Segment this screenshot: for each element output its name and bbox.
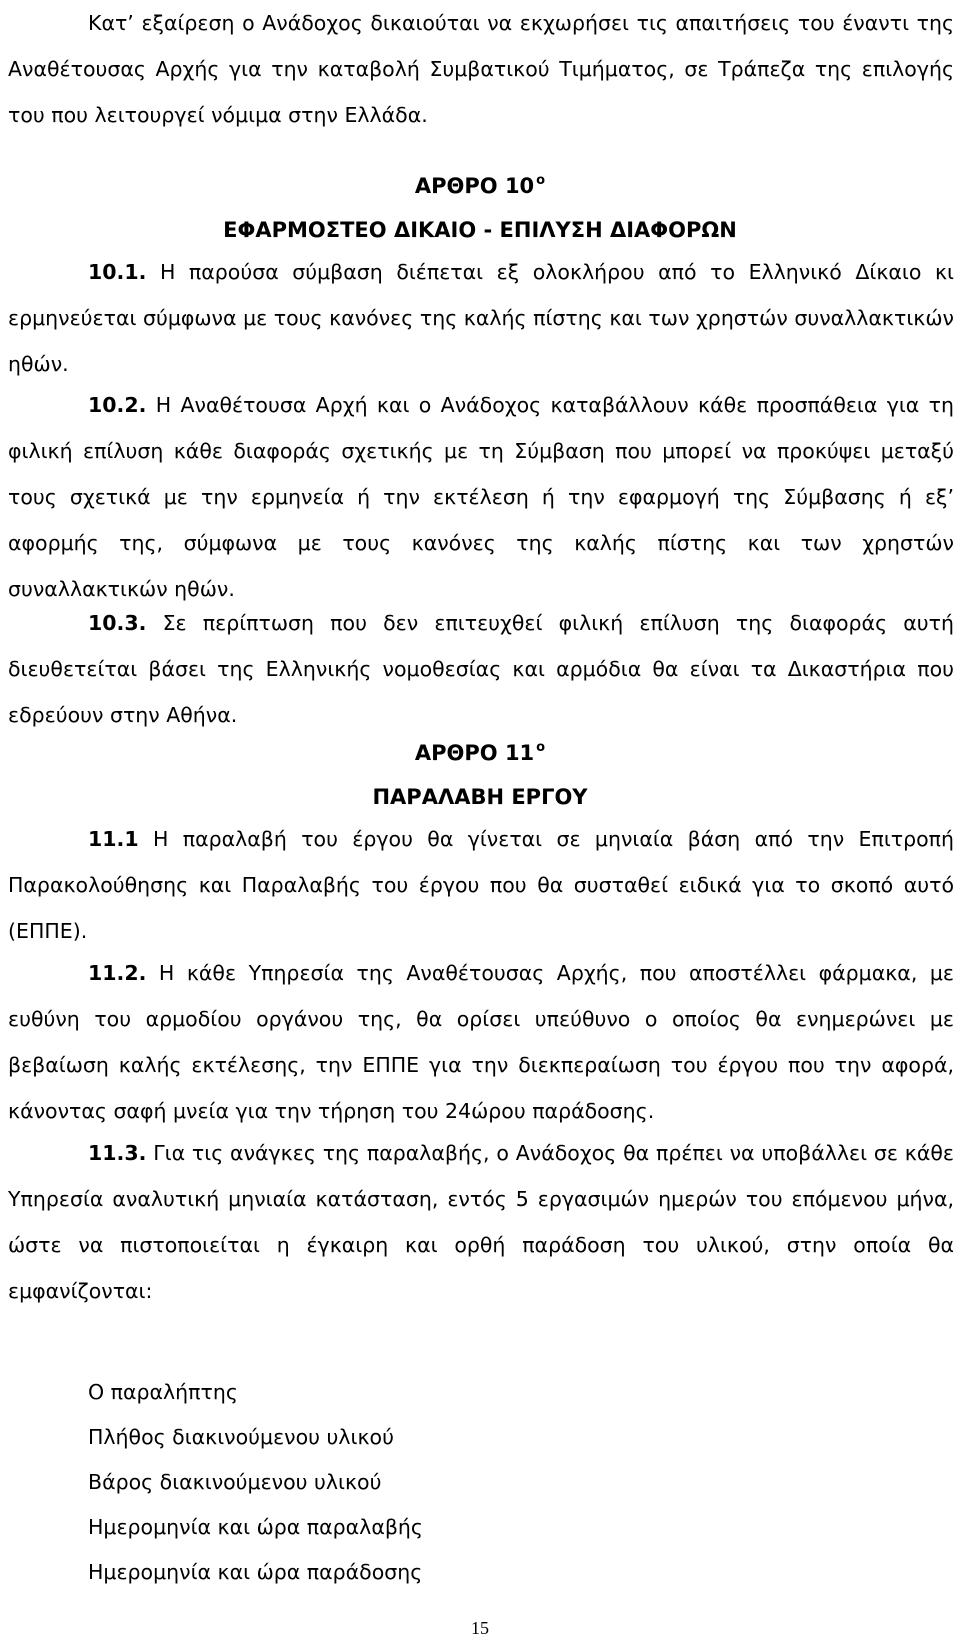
paragraph-number: 11.1: [88, 827, 139, 851]
paragraph-text: Για τις ανάγκες της παραλαβής, ο Ανάδοχος θα πρέπει να υποβάλλει σε κάθε Υπηρεσία αναλυτική μηνιαία κατάσταση, εντός 5 εργασιμών ημερών του επόμενου μήνα, ώστε να πιστοποιείται η έγκαιρη και ορθή παράδοση του υλικού, στην οποία θα εμφανίζονται:: [8, 1141, 954, 1303]
paragraph-text: Η Αναθέτουσα Αρχή και ο Ανάδοχος καταβάλλουν κάθε προσπάθεια για τη φιλική επίλυση κάθε διαφοράς σχετικής με τη Σύμβαση που μπορεί να προκύψει μεταξύ τους σχετικά με την ερμηνεία ή την εκτέλεση ή την εφαρμογή της Σύμβασης ή εξ’ αφορμής της, σύμφωνα με τους κανόνες της καλής πίστης και των χρηστών συναλλακτικών ηθών.: [8, 393, 954, 601]
delivery-details-list: [88, 1370, 423, 1595]
list-item: Βάρος διακινούμενου υλικού: [88, 1470, 382, 1494]
paragraph-text: Η κάθε Υπηρεσία της Αναθέτουσας Αρχής, που αποστέλλει φάρμακα, με ευθύνη του αρμοδίου οργάνου της, θα ορίσει υπεύθυνο ο οποίος θα ενημερώνει με βεβαίωση καλής εκτέλεσης, την ΕΠΠΕ για την διεκπεραίωση του έργου που την αφορά, κάνοντας σαφή μνεία για την τήρηση του 24ώρου παράδοσης.: [8, 961, 954, 1123]
paragraph-text: Η παρούσα σύμβαση διέπεται εξ ολοκλήρου από το Ελληνικό Δίκαιο κι ερμηνεύεται σύμφωνα με τους κανόνες της καλής πίστης και των χρηστών συναλλακτικών ηθών.: [8, 260, 954, 376]
paragraph-11-3: [8, 1130, 954, 1314]
article-11-subtitle: ΠΑΡΑΛΑΒΗ ΕΡΓΟΥ: [372, 785, 588, 809]
article-10-title: ΑΡΘΡΟ 10: [414, 174, 535, 198]
paragraph-10-3: [8, 600, 954, 738]
intro-text: Κατ’ εξαίρεση ο Ανάδοχος δικαιούται να εκχωρήσει τις απαιτήσεις του έναντι της Αναθέτουσας Αρχής για την καταβολή Συμβατικού Τιμήματος, σε Τράπεζα της επιλογής του που λειτουργεί νόμιμα στην Ελλάδα.: [8, 11, 954, 127]
article-11-ordinal: ο: [536, 740, 546, 755]
paragraph-text: Σε περίπτωση που δεν επιτευχθεί φιλική επίλυση της διαφοράς αυτή διευθετείται βάσει της Ελληνικής νομοθεσίας και αρμόδια θα είναι τα Δικαστήρια που εδρεύουν στην Αθήνα.: [8, 611, 954, 727]
article-11-title: ΑΡΘΡΟ 11: [414, 741, 535, 765]
page-number: 15: [471, 1618, 489, 1638]
paragraph-number: 10.1.: [88, 260, 147, 284]
article-11-heading: [0, 730, 960, 780]
article-10-ordinal: ο: [536, 173, 546, 188]
paragraph-10-1: [8, 249, 954, 387]
paragraph-text: Η παραλαβή του έργου θα γίνεται σε μηνιαία βάση από την Επιτροπή Παρακολούθησης και Παραλαβής του έργου που θα συσταθεί ειδικά για το σκοπό αυτό (ΕΠΠΕ).: [8, 827, 954, 943]
paragraph-number: 11.3.: [88, 1141, 147, 1165]
list-item: Πλήθος διακινούμενου υλικού: [88, 1425, 394, 1449]
paragraph-number: 10.2.: [88, 393, 147, 417]
paragraph-11-2: [8, 950, 954, 1134]
paragraph-11-1: [8, 816, 954, 954]
article-10-subtitle: ΕΦΑΡΜΟΣΤΕΟ ΔΙΚΑΙΟ - ΕΠΙΛΥΣΗ ΔΙΑΦΟΡΩΝ: [223, 218, 737, 242]
paragraph-number: 11.2.: [88, 961, 147, 985]
list-item: Ο παραλήπτης: [88, 1380, 238, 1404]
intro-paragraph: [8, 0, 954, 138]
article-10-heading: [0, 163, 960, 213]
list-item: Ημερομηνία και ώρα παραλαβής: [88, 1515, 423, 1539]
list-item: Ημερομηνία και ώρα παράδοσης: [88, 1560, 423, 1584]
paragraph-number: 10.3.: [88, 611, 147, 635]
paragraph-10-2: [8, 382, 954, 612]
